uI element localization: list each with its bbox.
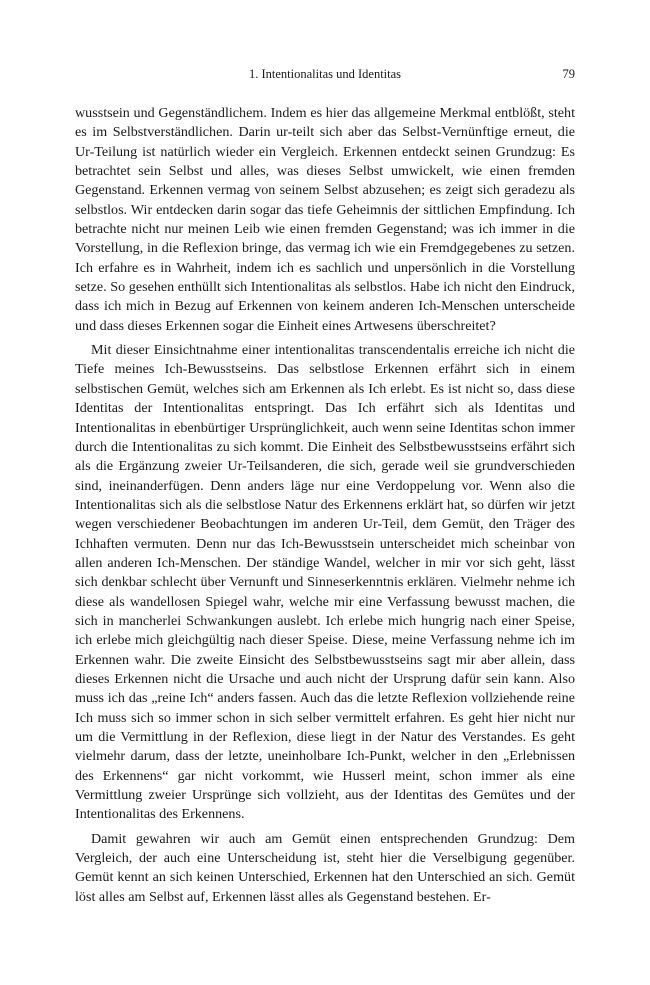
paragraph-continued: wusstsein und Gegenständlichem. Indem es hier das allgemeine Merkmal entblößt, steht es im Selbstverständlichen. Darin ur-teilt sich aber das Selbst-Vernünftige erneut, die Ur-Teilung ist natürlich wieder ein Vergleich. Erkennen entdeckt seinen Grundzug: Es betrachtet sein Selbst und alles, was dieses Selbst umwickelt, wie einen fremden Gegenstand. Erkennen vermag von seinem Selbst abzusehen; es zeigt sich geradezu als selbstlos. Wir entdecken darin sogar das tiefe Geheimnis der sittlichen Empfindung. Ich betrachte nicht nur meinen Leib wie einen fremden Gegenstand; was ich immer in die Vorstellung, in die Reflexion bringe, das vermag ich wie ein Fremdgegebenes zu setzen. Ich erfahre es in Wahrheit, indem ich es sachlich und unpersönlich in die Vorstellung setze. So gesehen enthüllt sich Intentionalitas als selbstlos. Habe ich nicht den Eindruck, dass ich mich in Bezug auf Erkennen von keinem anderen Ich-Menschen unterscheide und dass dieses Erkennen sogar die Einheit eines Artwesens überschreitet? — [75, 105, 575, 334]
page-number: 79 — [562, 67, 575, 81]
paragraph-intentionalitas-transcendentalis: Mit dieser Einsichtnahme einer intentionalitas transcendentalis erreiche ich nicht die Tiefe meines Ich-Bewusstseins. Das selbstlose Erkennen erfährt sich in einem selbstischen Gemüt, welches sich am Erkennen als Ich erlebt. Es ist nicht so, dass diese Identitas der Intentionalitas entspringt. Das Ich erfährt sich als Identitas und Intentionalitas in ebenbürtiger Ursprünglichkeit, auch wenn seine Identitas schon immer durch die Intentionalitas zu sich kommt. Die Einheit des Selbstbewusstseins erfährt sich als die Ergänzung zweier Ur-Teilsanderen, die sich, gerade weil sie grundverschieden sind, ineinanderfügen. Denn anders läge nur eine Verdoppelung vor. Wenn also die Intentionalitas sich als die selbstlose Natur des Erkennens erklärt hat, so dürfen wir jetzt wegen verschiedener Beobachtungen im anderen Ur-Teil, dem Gemüt, den Träger des Ichhaften vermuten. Denn nur das Ich-Bewusstsein unterscheidet mich scheinbar von allen anderen Ich-Menschen. Der ständige Wandel, welcher in mir vor sich geht, lässt sich denkbar schlecht über Vernunft und Sinneserkenntnis erklären. Vielmehr nehme ich diese als wandellosen Spiegel wahr, welche mir eine Verfassung bewusst machen, die sich in mancherlei Schwankungen auslebt. Ich erlebe mich hungrig nach einer Speise, ich erlebe mich gleichgültig nach dieser Speise. Diese, meine Verfassung nehme ich im Erkennen wahr. Die zweite Einsicht des Selbstbewusstseins sagt mir aber allein, dass dieses Erkennen nicht die Ursache und auch nicht der Ursprung dafür sein kann. Also muss ich das „reine Ich“ anders fassen. Auch das die letzte Reflexion vollziehende reine Ich muss sich so immer schon in sich selber vermittelt erfahren. Es geht hier nicht nur um die Vermittlung in der Reflexion, diese liegt in der Natur des Verstandes. Es geht vielmehr darum, dass der letzte, uneinholbare Ich-Punkt, welcher in den „Erlebnissen des Erkennens“ gar nicht vorkommt, wie Husserl meint, schon immer als eine Vermittlung zweier Ursprünge sich vollzieht, aus der Identitas des Gemütes und der Intentionalitas des Erkennens. — [75, 342, 575, 823]
paragraph-gemuet-grundzug: Damit gewahren wir auch am Gemüt einen entsprechenden Grundzug: Dem Vergleich, der auch eine Unterscheidung ist, steht hier die Verselbigung gegenüber. Gemüt kennt an sich keinen Unterschied, Erkennen hat den Unterschied an sich. Gemüt löst alles am Selbst auf, Erkennen lässt alles als Gegenstand bestehen. Er- — [75, 830, 575, 905]
running-title: 1. Intentionalitas und Identitas — [248, 67, 402, 81]
running-header — [75, 67, 575, 85]
body-text — [75, 104, 575, 912]
